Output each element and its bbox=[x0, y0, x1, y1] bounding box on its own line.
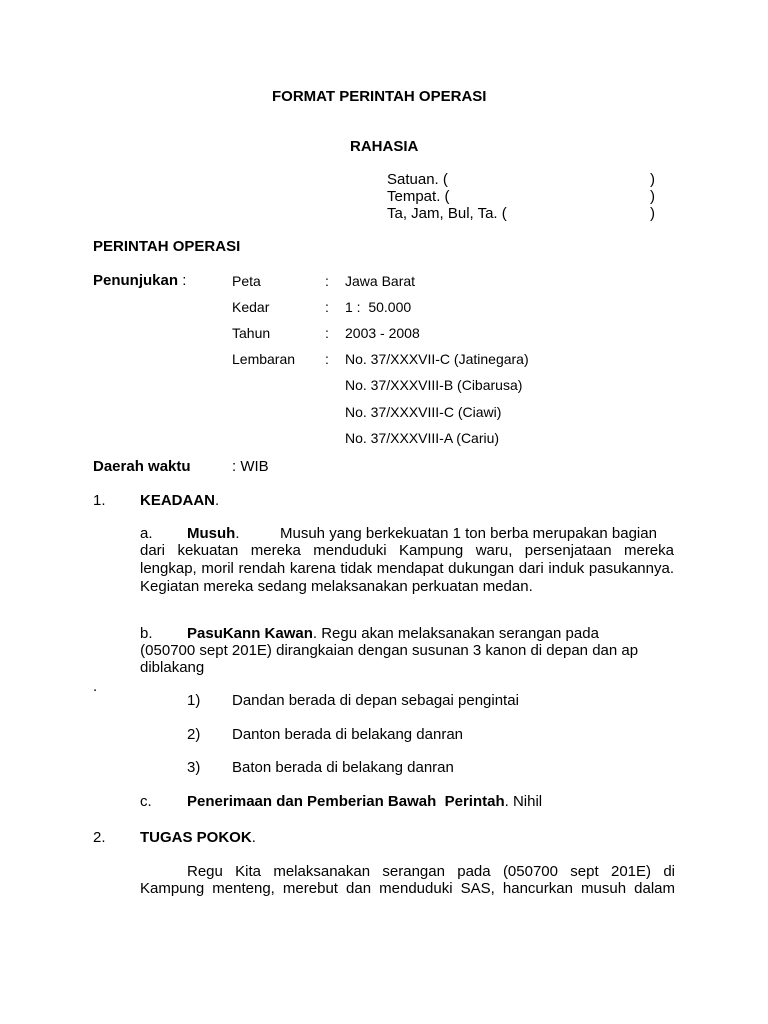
item-c-letter: c. bbox=[140, 793, 152, 810]
item-b-line-3: diblakang bbox=[140, 659, 205, 676]
item-b-line-2: (050700 sept 201E) dirangkaian dengan susunan 3 kanon di depan dan ap bbox=[136, 642, 639, 659]
sub-item-2-number: 2) bbox=[187, 726, 201, 743]
section-2-title: TUGAS POKOK bbox=[140, 829, 252, 846]
field-satuan-close: ) bbox=[650, 171, 655, 188]
sub-item-1-number: 1) bbox=[187, 692, 201, 709]
section-1-number: 1. bbox=[93, 492, 106, 509]
row-value-tahun: 2003 - 2008 bbox=[345, 325, 420, 341]
row-value-peta: Jawa Barat bbox=[345, 273, 416, 289]
section-2-period: . bbox=[251, 829, 256, 846]
section-1-period: . bbox=[215, 492, 220, 509]
item-a-paragraph: dari kekuatan mereka menduduki Kampung waru, persenjataan mereka lengkap, moril rendah karena tidak mendapat dukungan dari induk pasukannya. Kegiatan mereka sedang melaksanakan perkuatan medan. bbox=[140, 542, 674, 595]
row-value-lembaran-1: No. 37/XXXVII-C (Jatinegara) bbox=[345, 351, 529, 367]
field-tempat-close: ) bbox=[650, 188, 655, 205]
section-title: PERINTAH OPERASI bbox=[93, 238, 241, 255]
row-value-kedar: 1 : 50.000 bbox=[345, 299, 412, 315]
row-key-peta: Peta bbox=[232, 273, 261, 289]
row-sep-peta: : bbox=[325, 273, 329, 289]
section-1-heading bbox=[140, 492, 219, 510]
row-value-lembaran-3: No. 37/XXXVIII-C (Ciawi) bbox=[345, 404, 502, 420]
item-c-title: Penerimaan dan Pemberian Bawah Perintah bbox=[187, 793, 505, 810]
daerah-waktu-label: Daerah waktu bbox=[93, 458, 191, 475]
classification-label: RAHASIA bbox=[350, 138, 419, 155]
item-b-title: PasuKann Kawan bbox=[187, 625, 313, 642]
item-a-heading bbox=[187, 525, 240, 543]
field-tanggal-close: ) bbox=[650, 205, 655, 222]
row-value-lembaran-4: No. 37/XXXVIII-A (Cariu) bbox=[345, 430, 500, 446]
row-value-lembaran-2: No. 37/XXXVIII-B (Cibarusa) bbox=[345, 377, 523, 393]
stray-dot: . bbox=[93, 678, 98, 695]
section-2-heading bbox=[140, 829, 256, 847]
penunjukan-colon: : bbox=[182, 272, 187, 289]
penunjukan-label: Penunjukan bbox=[93, 272, 179, 289]
item-a-letter: a. bbox=[140, 525, 153, 542]
section-1-title: KEADAAN bbox=[140, 492, 215, 509]
row-sep-lembaran: : bbox=[325, 351, 329, 367]
section-2-second-line: Kampung menteng, merebut dan menduduki SAS, hancurkan musuh dalam bbox=[140, 880, 675, 897]
row-sep-tahun: : bbox=[325, 325, 329, 341]
item-b-letter: b. bbox=[140, 625, 153, 642]
item-b-line-1-text: . Regu akan melaksanakan serangan pada bbox=[312, 625, 599, 642]
item-a-first-line: Musuh yang berkekuatan 1 ton berba merupakan bagian bbox=[280, 525, 657, 542]
section-2-number: 2. bbox=[93, 829, 106, 846]
sub-item-1-text: Dandan berada di depan sebagai pengintai bbox=[232, 692, 519, 709]
daerah-waktu-value: : WIB bbox=[232, 458, 269, 475]
row-key-lembaran: Lembaran bbox=[232, 351, 296, 367]
item-a-period: . bbox=[235, 525, 240, 542]
row-sep-kedar: : bbox=[325, 299, 329, 315]
document-title: FORMAT PERINTAH OPERASI bbox=[272, 88, 487, 105]
field-tanggal-label: Ta, Jam, Bul, Ta. ( bbox=[387, 205, 507, 222]
item-c-text: . Nihil bbox=[504, 793, 543, 810]
sub-item-3-text: Baton berada di belakang danran bbox=[232, 759, 454, 776]
sub-item-3-number: 3) bbox=[187, 759, 201, 776]
sub-item-2-text: Danton berada di belakang danran bbox=[232, 726, 464, 743]
row-key-tahun: Tahun bbox=[232, 325, 271, 341]
penunjukan-heading bbox=[93, 272, 186, 290]
section-2-first-line: Regu Kita melaksanakan serangan pada (050700 sept 201E) di bbox=[187, 863, 675, 880]
item-a-title: Musuh bbox=[187, 525, 236, 542]
item-c-line bbox=[187, 793, 542, 811]
row-key-kedar: Kedar bbox=[232, 299, 270, 315]
field-tempat-label: Tempat. ( bbox=[387, 188, 450, 205]
field-satuan-label: Satuan. ( bbox=[387, 171, 448, 188]
item-b-line-1 bbox=[187, 625, 599, 643]
